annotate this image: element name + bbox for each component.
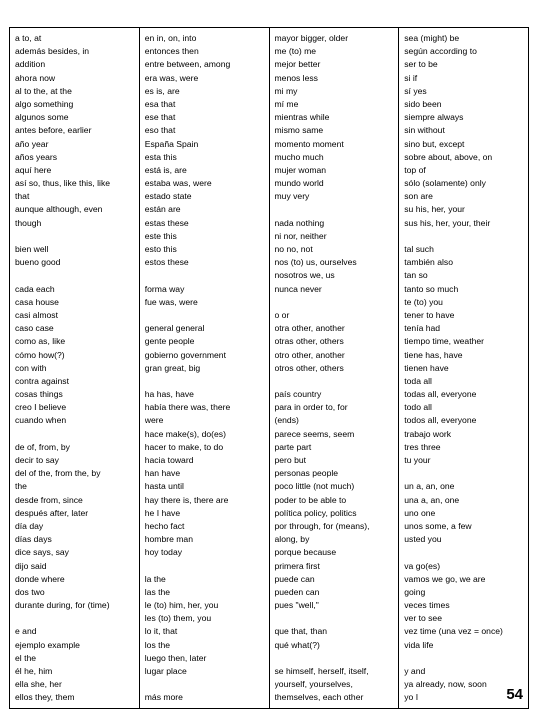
vocab-entry: bien well	[15, 244, 49, 254]
vocab-entry: o or	[274, 309, 290, 320]
vocab-entry: también also	[404, 257, 453, 268]
vocab-entry: algunos some	[15, 112, 69, 123]
vocab-entry: poco little (not much)	[274, 481, 355, 492]
vocab-entry: mientras while	[274, 112, 330, 123]
vocab-entry: hace make(s), do(es)	[144, 428, 226, 439]
vocab-entry: desde from, since	[15, 494, 83, 505]
vocab-entry: cómo how(?)	[15, 349, 65, 360]
vocab-entry: entre between, among	[144, 59, 231, 70]
vocab-entry: tiempo time, weather	[404, 336, 485, 347]
vocab-entry: porque because	[274, 547, 337, 558]
vocab-entry: una a, an, one	[404, 494, 460, 505]
vocab-entry: el the	[15, 652, 37, 663]
vocab-entry: the	[15, 481, 27, 492]
vocab-entry: lugar place	[144, 666, 187, 676]
vocab-entry: sea (might) be	[404, 33, 460, 43]
vocab-entry: es is, are	[144, 85, 180, 96]
vocab-entry: tiene has, have	[404, 349, 463, 360]
vocab-entry: él he, him	[15, 666, 53, 676]
vocab-entry: en in, on, into	[144, 33, 197, 43]
vocab-entry: hoy today	[144, 547, 183, 558]
vocab-entry: sus his, her, your, their	[404, 217, 491, 228]
page-number: 54	[506, 686, 523, 703]
vocab-entry: nosotros we, us	[274, 270, 335, 281]
vocab-entry: tenía had	[404, 323, 441, 334]
vocab-entry: este this	[144, 230, 177, 241]
vocab-entry: sí yes	[404, 85, 427, 96]
vocab-entry: y and	[404, 666, 426, 676]
vocab-entry: gente people	[144, 336, 195, 347]
vocab-entry: decir to say	[15, 455, 59, 465]
vocab-entry: antes before, earlier	[15, 125, 92, 136]
vocab-entry: hay there is, there are	[144, 494, 229, 505]
vocab-entry: puede can	[274, 573, 315, 584]
vocab-entry: ser to be	[404, 59, 438, 70]
blank-line	[145, 309, 266, 322]
vocab-entry: nada nothing	[274, 217, 325, 228]
vocab-entry: además besides, in	[15, 46, 90, 57]
blank-line	[275, 203, 396, 216]
vocab-entry: bueno good	[15, 257, 61, 268]
vocab-entry: política policy, politics	[274, 507, 357, 518]
blank-line	[15, 269, 136, 282]
vocab-entry: han have	[144, 468, 181, 479]
vocab-entry: todos all, everyone	[404, 415, 477, 426]
vocab-entry: gobierno government	[144, 349, 226, 360]
vocab-entry: hacer to make, to do	[144, 441, 224, 452]
word-column-3	[269, 28, 399, 708]
vocab-entry: tener to have	[404, 309, 455, 320]
vocab-entry: donde where	[15, 573, 65, 584]
vocab-entry: así so, thus, like this, like	[15, 178, 111, 189]
vocab-entry: entonces then	[144, 46, 199, 57]
vocab-entry: para in order to, for	[274, 402, 348, 413]
vocab-entry: pueden can	[274, 586, 320, 597]
vocab-entry: sobre about, above, on	[404, 151, 493, 162]
vocab-entry: contra against	[15, 375, 69, 386]
vocab-entry: pues "well,"	[274, 600, 319, 611]
vocab-entry: unos some, a few	[404, 520, 472, 531]
vocab-entry: trabajo work	[404, 428, 452, 439]
vocab-entry: ni nor, neither	[274, 230, 327, 241]
vocab-entry: como as, like	[15, 336, 66, 347]
vocab-entry: le (to) him, her, you	[144, 600, 219, 611]
blank-line	[275, 652, 396, 665]
vocab-entry: está is, are	[144, 164, 187, 175]
vocab-entry: poder to be able to	[274, 494, 347, 505]
vocab-entry: eso that	[144, 125, 176, 136]
vocab-entry: les (to) them, you	[144, 613, 212, 624]
vocab-entry: más more	[144, 692, 183, 703]
vocab-entry: mayor bigger, older	[274, 33, 349, 43]
vocab-entry: están are	[144, 204, 181, 215]
vocab-entry: vamos we go, we are	[404, 573, 486, 584]
vocab-entry: tienen have	[404, 362, 449, 373]
vocab-entry: (ends)	[274, 415, 299, 426]
vocab-entry: al to the, at the	[15, 85, 72, 96]
blank-line	[145, 560, 266, 573]
vocab-entry: se himself, herself, itself,	[274, 666, 369, 676]
blank-line	[275, 375, 396, 388]
vocab-entry: año year	[15, 138, 49, 149]
vocab-entry: vida life	[404, 639, 434, 650]
vocab-entry: parece seems, seem	[274, 428, 355, 439]
vocab-entry: sin without	[404, 125, 445, 136]
vocab-entry: del of the, from the, by	[15, 468, 101, 479]
vocab-entry: estaba was, were	[144, 178, 212, 189]
vocab-entry: usted you	[404, 534, 442, 545]
vocab-entry: con with	[15, 362, 47, 373]
vocab-entry: dice says, say	[15, 547, 69, 558]
vocab-entry: esta this	[144, 151, 177, 162]
vocab-entry: lo it, that	[144, 626, 178, 637]
vocab-entry: hecho fact	[144, 520, 185, 531]
vocab-entry: dijo said	[15, 560, 47, 571]
vocab-entry: veces times	[404, 600, 450, 611]
vocab-entry: son are	[404, 191, 433, 202]
blank-line	[404, 546, 525, 559]
vocab-entry: durante during, for (time)	[15, 600, 110, 611]
vocab-entry: tu your	[404, 455, 431, 465]
vocab-entry: otro other, another	[274, 349, 345, 360]
vocab-entry: creo I believe	[15, 402, 67, 413]
vocab-entry: going	[404, 586, 426, 597]
vocab-entry: mejor better	[274, 59, 321, 70]
vocab-entry: estas these	[144, 217, 189, 228]
vocab-entry: muy very	[274, 191, 310, 202]
vocab-entry: después after, later	[15, 507, 89, 518]
vocab-entry: gran great, big	[144, 362, 201, 373]
vocab-entry: me (to) me	[274, 46, 317, 57]
vocab-entry: cuando when	[15, 415, 67, 426]
vocab-entry: de of, from, by	[15, 441, 70, 452]
blank-line	[275, 296, 396, 309]
blank-line	[404, 467, 525, 480]
vocab-entry: su his, her, your	[404, 204, 465, 215]
blank-line	[15, 612, 136, 625]
vocab-entry: uno one	[404, 507, 436, 518]
vocab-entry: top of	[404, 164, 426, 175]
blank-line	[15, 230, 136, 243]
vocab-entry: along, by	[274, 534, 310, 545]
vocab-entry: ella she, her	[15, 679, 62, 690]
vocab-entry: hombre man	[144, 534, 193, 545]
vocab-entry: te (to) you	[404, 296, 443, 307]
vocab-entry: a to, at	[15, 33, 42, 43]
vocab-entry: la the	[144, 573, 166, 584]
vocab-entry: themselves, each other	[274, 692, 364, 703]
vocab-entry: va go(es)	[404, 560, 441, 571]
vocab-entry: siempre always	[404, 112, 464, 123]
vocab-entry: casa house	[15, 296, 59, 307]
blank-line	[404, 652, 525, 665]
vocab-entry: were	[144, 415, 164, 426]
vocab-entry: todo all	[404, 402, 432, 413]
vocab-entry: ver to see	[404, 613, 442, 624]
vocab-entry: nunca never	[274, 283, 322, 294]
blank-line	[145, 375, 266, 388]
vocab-entry: esa that	[144, 98, 176, 109]
vocab-entry: that	[15, 191, 30, 202]
vocab-entry: personas people	[274, 468, 339, 479]
vocab-entry: las the	[144, 586, 171, 597]
vocab-entry: todas all, everyone	[404, 389, 477, 400]
vocab-entry: general general	[144, 323, 205, 334]
vocab-entry: sólo (solamente) only	[404, 178, 486, 189]
vocab-entry: España Spain	[144, 138, 199, 149]
vocab-entry: forma way	[144, 283, 185, 294]
word-column-1	[10, 28, 139, 708]
vocab-entry: though	[15, 217, 42, 228]
vocab-entry: luego then, later	[144, 652, 207, 663]
vocab-entry: tres three	[404, 441, 441, 452]
vocab-entry: país country	[274, 389, 322, 400]
vocab-entry: por through, for (means),	[274, 520, 370, 531]
vocab-entry: mucho much	[274, 151, 324, 162]
blank-line	[145, 678, 266, 691]
vocab-entry: ya already, now, soon	[404, 679, 487, 690]
vocab-entry: ha has, have	[144, 389, 194, 400]
vocab-entry: mujer woman	[274, 164, 327, 175]
vocab-entry: nos (to) us, ourselves	[274, 257, 357, 268]
vocab-entry: hacia toward	[144, 455, 194, 465]
vocab-entry: yourself, yourselves,	[274, 679, 353, 690]
vocab-entry: addition	[15, 59, 46, 70]
vocab-entry: ejemplo example	[15, 639, 80, 650]
vocab-entry: tanto so much	[404, 283, 459, 294]
vocab-entry: sino but, except	[404, 138, 465, 149]
vocab-entry: que that, than	[274, 626, 328, 637]
vocab-entry: fue was, were	[144, 296, 198, 307]
vocab-entry: sido been	[404, 98, 442, 109]
vocab-entry: había there was, there	[144, 402, 231, 413]
vocab-entry: día day	[15, 520, 44, 531]
vocab-entry: primera first	[274, 560, 320, 571]
vocab-entry: ahora now	[15, 72, 56, 83]
vocab-entry: ese that	[144, 112, 176, 123]
vocab-entry: algo something	[15, 98, 74, 109]
word-column-2	[139, 28, 269, 708]
vocab-entry: otra other, another	[274, 323, 345, 334]
vocab-entry: según according to	[404, 46, 477, 57]
blank-line	[275, 612, 396, 625]
vocab-entry: mundo world	[274, 178, 324, 189]
vocab-entry: ellos they, them	[15, 692, 75, 703]
vocab-entry: esto this	[144, 244, 177, 254]
vocab-entry: los the	[144, 639, 171, 650]
vocab-entry: he I have	[144, 507, 181, 518]
vocab-entry: años years	[15, 151, 58, 162]
word-column-4	[398, 28, 528, 708]
vocab-entry: vez time (una vez = once)	[404, 626, 503, 637]
vocab-entry: qué what(?)	[274, 639, 320, 650]
vocab-entry: un a, an, one	[404, 481, 455, 492]
vocab-entry: mi my	[274, 85, 298, 96]
vocab-entry: no no, not	[274, 244, 313, 254]
vocab-entry: si if	[404, 72, 418, 83]
vocab-entry: casi almost	[15, 309, 58, 320]
vocab-entry: hasta until	[144, 481, 184, 492]
vocab-entry: cosas things	[15, 389, 63, 400]
vocab-entry: parte part	[274, 441, 312, 452]
vocab-entry: tan so	[404, 270, 428, 281]
vocab-entry: e and	[15, 626, 37, 637]
vocab-entry: momento moment	[274, 138, 344, 149]
vocab-entry: otros other, others	[274, 362, 344, 373]
vocab-entry: aquí here	[15, 164, 52, 175]
vocab-entry: aunque although, even	[15, 204, 103, 215]
blank-line	[145, 269, 266, 282]
vocab-entry: pero but	[274, 455, 307, 465]
vocab-entry: estado state	[144, 191, 192, 202]
vocab-entry: toda all	[404, 375, 432, 386]
vocab-entry: otras other, others	[274, 336, 344, 347]
vocab-entry: dos two	[15, 586, 45, 597]
vocab-entry: menos less	[274, 72, 318, 83]
vocab-entry: estos these	[144, 257, 189, 268]
vocabulary-table	[9, 27, 529, 709]
vocab-entry: días days	[15, 534, 52, 545]
vocab-entry: mí me	[274, 98, 299, 109]
blank-line	[15, 428, 136, 441]
vocab-entry: cada each	[15, 283, 55, 294]
vocab-entry: era was, were	[144, 72, 199, 83]
vocab-entry: caso case	[15, 323, 54, 334]
blank-line	[404, 230, 525, 243]
vocab-entry: mismo same	[274, 125, 324, 136]
vocab-entry: tal such	[404, 244, 434, 254]
vocab-entry: yo I	[404, 692, 419, 703]
